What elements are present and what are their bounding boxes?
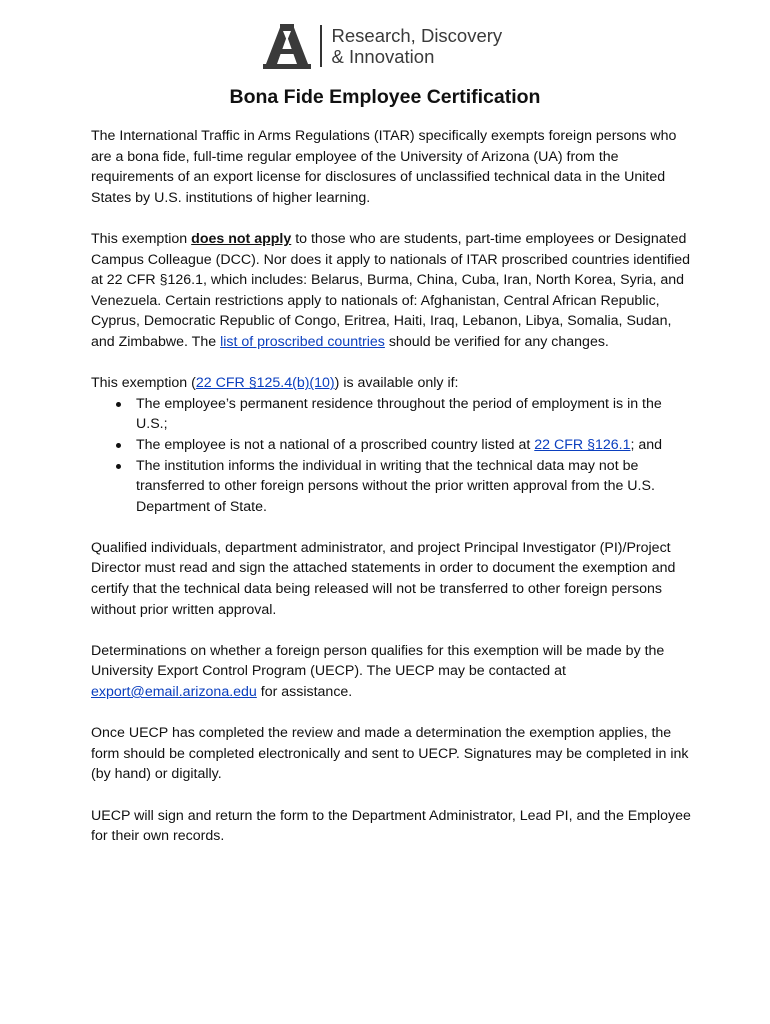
logo-line-2: & Innovation	[331, 46, 435, 67]
document-body	[91, 126, 691, 867]
list-item: The institution informs the individual in writing that the technical data may not be transferred to other foreign persons without the prior written approval from the U.S. Department of State.	[136, 456, 691, 518]
list-item: The employee is not a national of a proscribed country listed at 22 CFR §126.1; and	[136, 435, 691, 456]
determinations-paragraph: Determinations on whether a foreign person qualifies for this exemption will be made by the University Export Control Program (UECP). The UECP may be contacted at export@email.arizona.edu for assistance.	[91, 642, 665, 701]
logo-divider	[320, 25, 322, 67]
does-not-apply-emphasis: does not apply	[191, 230, 292, 247]
logo-line-1: Research, Discovery	[331, 25, 503, 46]
exemption-conditions-intro: This exemption (22 CFR §125.4(b)(10)) is available only if:	[91, 375, 459, 392]
cfr-125-link[interactable]: 22 CFR §125.4(b)(10)	[195, 375, 335, 392]
cfr-126-link[interactable]: 22 CFR §126.1	[534, 436, 631, 453]
university-a-logo-icon	[262, 23, 312, 69]
export-email-link[interactable]: export@email.arizona.edu	[91, 684, 257, 701]
header-logo	[262, 22, 502, 70]
document-title: Bona Fide Employee Certification	[229, 86, 541, 108]
completion-paragraph: Once UECP has completed the review and made a determination the exemption applies, the form should be completed electronically and sent to UECP. Signatures may be completed in ink (by hand) or digitally.	[91, 725, 689, 783]
proscribed-countries-link[interactable]: list of proscribed countries	[220, 333, 385, 350]
return-paragraph: UECP will sign and return the form to the Department Administrator, Lead PI, and the Employee for their own records.	[91, 807, 691, 845]
logo-text	[332, 25, 503, 67]
conditions-list	[91, 394, 691, 518]
signature-requirement-paragraph: Qualified individuals, department administrator, and project Principal Investigator (PI)/Project Director must read and sign the attached statements in order to document the exemption and certify that the technical data being released will not be transferred to other foreign persons without prior written approval.	[91, 539, 676, 618]
exemption-scope-paragraph: This exemption does not apply to those who are students, part-time employees or Designated Campus Colleague (DCC). Nor does it apply to nationals of ITAR proscribed countries identified at 22 CFR §126.1, which includes: Belarus, Burma, China, Cuba, Iran, North Korea, Syria, and Venezuela. Certain restrictions apply to nationals of: Afghanistan, Central African Republic, Cyprus, Democratic Republic of Congo, Eritrea, Haiti, Iraq, Lebanon, Libya, Somalia, Sudan, and Zimbabwe. The list of proscribed countries should be verified for any changes.	[91, 230, 691, 350]
intro-paragraph: The International Traffic in Arms Regulations (ITAR) specifically exempts foreign persons who are a bona fide, full-time regular employee of the University of Arizona (UA) from the requirements of an export license for disclosures of unclassified technical data in the United States by U.S. institutions of higher learning.	[91, 128, 677, 206]
list-item: The employee’s permanent residence throughout the period of employment is in the U.S.;	[136, 394, 691, 435]
